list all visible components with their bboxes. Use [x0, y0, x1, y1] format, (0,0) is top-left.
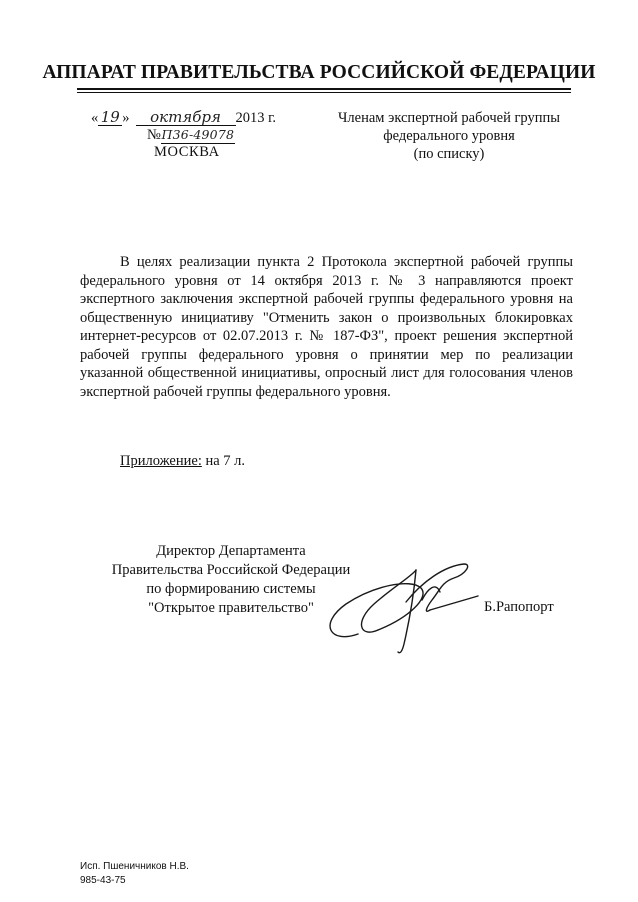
executor-phone: 985-43-75 [80, 875, 126, 886]
addressee-line-2: федерального уровня [383, 128, 515, 144]
executor-name: Исп. Пшеничников Н.В. [80, 861, 189, 872]
signer-title-line-4: "Открытое правительство" [148, 600, 314, 616]
organization-title: АППАРАТ ПРАВИТЕЛЬСТВА РОССИЙСКОЙ ФЕДЕРАЦИИ [42, 62, 596, 83]
number-handwritten: П36-49078 [161, 127, 235, 142]
signer-name: Б.Рапопорт [484, 599, 554, 615]
body-paragraph: В целях реализации пункта 2 Протокола экспертной рабочей группы федерального уровня от 14 октября 2013 г. № 3 направляются проект экспертного заключения экспертной рабочей группы федерального уровня на общественную инициативу "Отменить закон о произвольных блокировках интернет-ресурсов от 02.07.2013 г. № 187-ФЗ", проект решения экспертной рабочей группы федерального уровня о принятии мер по реализации указанной общественной инициативы, опросный лист для голосования членов экспертной рабочей группы федерального уровня. [80, 254, 573, 400]
date-month-handwritten: октября [136, 109, 236, 126]
header-rule-thin [77, 92, 571, 93]
addressee-block [320, 109, 578, 163]
number-sign: № [147, 127, 161, 143]
date-day-handwritten: 19 [98, 109, 122, 126]
signer-title-line-1: Директор Департамента [156, 543, 306, 559]
date-year: 2013 г. [235, 110, 277, 126]
city: МОСКВА [154, 144, 220, 160]
handwritten-signature [318, 552, 488, 656]
date-quote-close: » [122, 110, 130, 126]
attachment-value: на 7 л. [201, 453, 246, 469]
signer-title-line-2: Правительства Российской Федерации [111, 562, 351, 578]
date-quote-open: « [91, 110, 99, 126]
header-rule-thick [77, 88, 571, 90]
executor-block [80, 860, 189, 888]
attachment-line [120, 453, 245, 470]
registration-number [147, 127, 235, 144]
registration-date [91, 109, 276, 127]
attachment-label: Приложение: [120, 453, 202, 469]
signer-title-line-3: по формированию системы [146, 581, 316, 597]
addressee-line-3: (по списку) [413, 146, 485, 162]
addressee-line-1: Членам экспертной рабочей группы [338, 110, 560, 126]
